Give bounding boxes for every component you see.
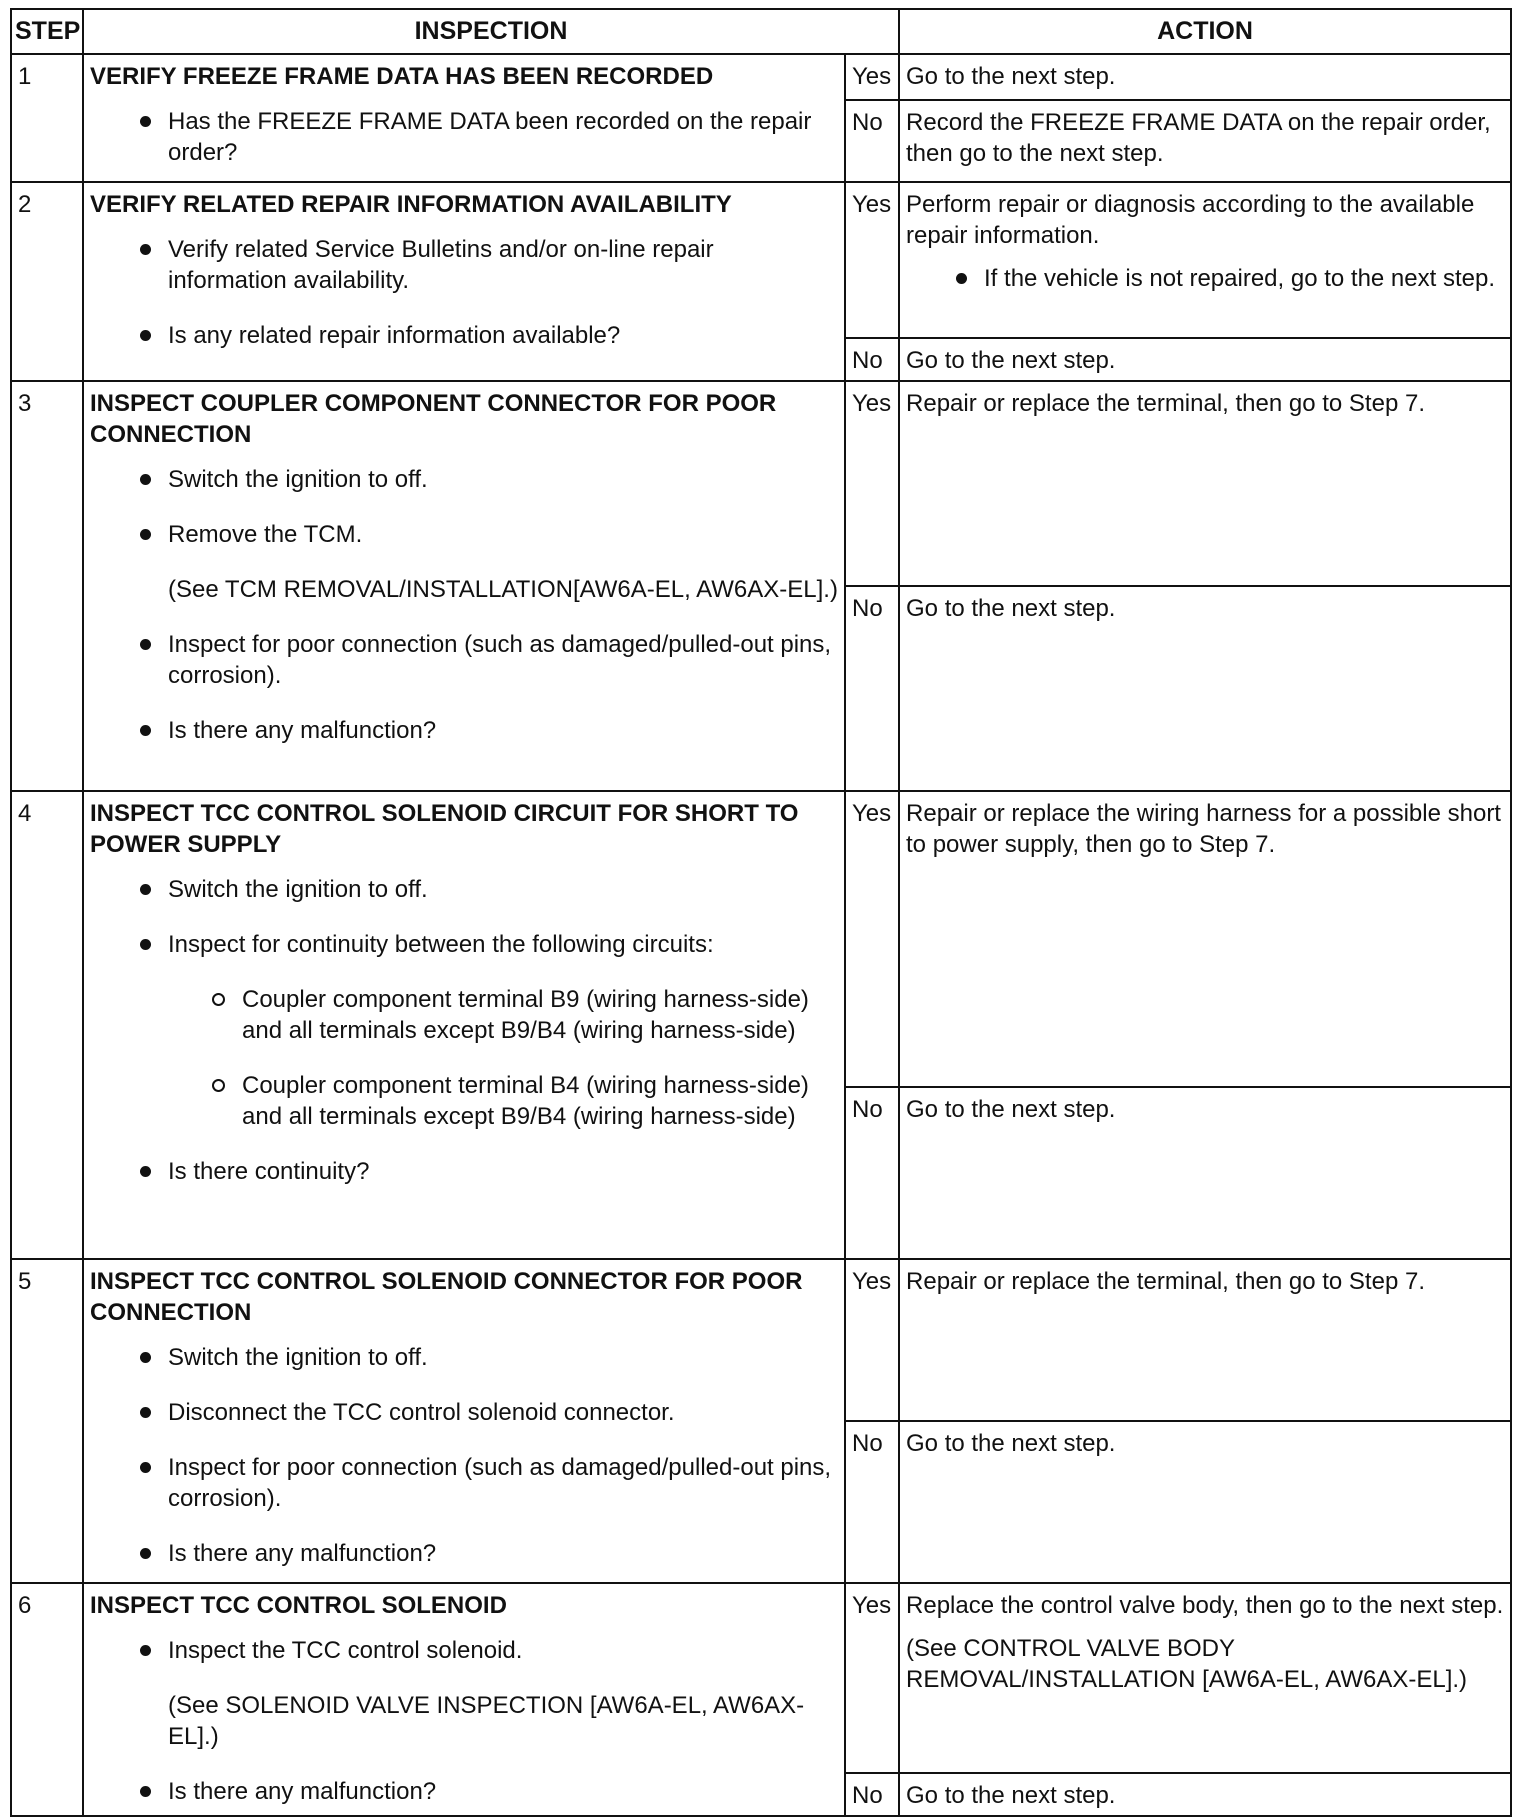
step-6-note: (See SOLENOID VALVE INSPECTION [AW6A-EL, AW6AX-EL].) xyxy=(168,1692,805,1750)
step-4-number: 4 xyxy=(11,791,83,1259)
step-5-item-2: Disconnect the TCC control solenoid connector. xyxy=(168,1397,838,1428)
step-1-no-label: No xyxy=(845,100,899,182)
step-3-no-label: No xyxy=(845,586,899,791)
step-1-inspection xyxy=(83,54,845,182)
step-5-no-label: No xyxy=(845,1421,899,1583)
action-column-header: ACTION xyxy=(899,9,1511,54)
step-4-no-action: Go to the next step. xyxy=(899,1087,1511,1259)
step-2-yes-bullets xyxy=(906,263,1504,294)
step-3-number: 3 xyxy=(11,381,83,791)
step-4-yes-action: Repair or replace the wiring harness for a possible short to power supply, then go to Step 7. xyxy=(899,791,1511,1087)
step-6-item-2: Is there any malfunction? xyxy=(168,1776,838,1807)
step-column-header: STEP xyxy=(11,9,83,54)
step-6-inspection xyxy=(83,1583,845,1816)
step-1-yes-action: Go to the next step. xyxy=(899,54,1511,100)
step-4-title: INSPECT TCC CONTROL SOLENOID CIRCUIT FOR SHORT TO POWER SUPPLY xyxy=(90,800,799,858)
step-6-items xyxy=(90,1635,838,1807)
step-4-yes-row xyxy=(11,791,1511,1087)
step-3-item-2: Remove the TCM. xyxy=(168,519,838,550)
step-1-no-action: Record the FREEZE FRAME DATA on the repair order, then go to the next step. xyxy=(899,100,1511,182)
step-6-yes-row xyxy=(11,1583,1511,1773)
step-3-items xyxy=(90,464,838,746)
step-5-yes-row xyxy=(11,1259,1511,1421)
step-4-subitems xyxy=(168,984,838,1132)
step-3-item-4: Is there any malfunction? xyxy=(168,715,838,746)
step-6-yes-action xyxy=(899,1583,1511,1773)
step-5-title: INSPECT TCC CONTROL SOLENOID CONNECTOR FOR POOR CONNECTION xyxy=(90,1268,803,1326)
step-6-yes-label: Yes xyxy=(845,1583,899,1773)
step-5-yes-action: Repair or replace the terminal, then go to Step 7. xyxy=(899,1259,1511,1421)
step-5-item-3: Inspect for poor connection (such as damaged/pulled-out pins, corrosion). xyxy=(168,1452,838,1514)
step-2-title: VERIFY RELATED REPAIR INFORMATION AVAILABILITY xyxy=(90,191,732,218)
step-5-item-4: Is there any malfunction? xyxy=(168,1538,838,1569)
step-2-items xyxy=(90,234,838,351)
step-6-item-1: Inspect the TCC control solenoid. xyxy=(168,1635,838,1666)
step-3-title: INSPECT COUPLER COMPONENT CONNECTOR FOR POOR CONNECTION xyxy=(90,390,777,448)
step-6-number: 6 xyxy=(11,1583,83,1816)
step-3-item-3: Inspect for poor connection (such as damaged/pulled-out pins, corrosion). xyxy=(168,629,838,691)
step-2-no-label: No xyxy=(845,338,899,381)
header-row xyxy=(11,9,1511,54)
step-2-yes-row xyxy=(11,182,1511,338)
inspection-column-header: INSPECTION xyxy=(83,9,899,54)
step-3-no-action: Go to the next step. xyxy=(899,586,1511,791)
step-1-title: VERIFY FREEZE FRAME DATA HAS BEEN RECORDED xyxy=(90,63,714,90)
step-5-items xyxy=(90,1342,838,1569)
step-2-yes-bullet-1: If the vehicle is not repaired, go to the next step. xyxy=(984,263,1504,294)
step-3-item-1: Switch the ignition to off. xyxy=(168,464,838,495)
step-3-yes-label: Yes xyxy=(845,381,899,586)
step-3-yes-action: Repair or replace the terminal, then go to Step 7. xyxy=(899,381,1511,586)
step-4-item-3: Is there continuity? xyxy=(168,1156,838,1187)
step-6-no-label: No xyxy=(845,1773,899,1816)
step-6-no-action: Go to the next step. xyxy=(899,1773,1511,1816)
step-6-yes-note: (See CONTROL VALVE BODY REMOVAL/INSTALLATION [AW6A-EL, AW6AX-EL].) xyxy=(906,1635,1468,1693)
step-3-note: (See TCM REMOVAL/INSTALLATION[AW6A-EL, AW6AX-EL].) xyxy=(168,576,838,603)
step-6-yes-action-text: Replace the control valve body, then go to the next step. xyxy=(906,1592,1504,1619)
step-1-item-1: Has the FREEZE FRAME DATA been recorded on the repair order? xyxy=(168,106,838,168)
step-6-title: INSPECT TCC CONTROL SOLENOID xyxy=(90,1592,507,1619)
step-1-yes-label: Yes xyxy=(845,54,899,100)
step-2-number: 2 xyxy=(11,182,83,381)
step-4-subitem-1: Coupler component terminal B9 (wiring harness-side) and all terminals except B9/B4 (wiring harness-side) xyxy=(242,984,838,1046)
step-5-number: 5 xyxy=(11,1259,83,1583)
step-5-no-action: Go to the next step. xyxy=(899,1421,1511,1583)
step-2-inspection xyxy=(83,182,845,381)
diagnostic-table xyxy=(10,8,1512,1817)
step-4-no-label: No xyxy=(845,1087,899,1259)
step-4-inspection xyxy=(83,791,845,1259)
step-4-items xyxy=(90,874,838,1187)
step-2-yes-action xyxy=(899,182,1511,338)
step-1-number: 1 xyxy=(11,54,83,182)
step-3-yes-row xyxy=(11,381,1511,586)
step-2-yes-label: Yes xyxy=(845,182,899,338)
step-5-yes-label: Yes xyxy=(845,1259,899,1421)
step-1-yes-row xyxy=(11,54,1511,100)
step-2-no-action: Go to the next step. xyxy=(899,338,1511,381)
step-5-inspection xyxy=(83,1259,845,1583)
step-1-items xyxy=(90,106,838,168)
step-2-item-2: Is any related repair information available? xyxy=(168,320,838,351)
step-2-item-1: Verify related Service Bulletins and/or on-line repair information availability. xyxy=(168,234,838,296)
step-4-yes-label: Yes xyxy=(845,791,899,1087)
step-4-item-2 xyxy=(168,929,838,1132)
step-4-item-2-text: Inspect for continuity between the following circuits: xyxy=(168,931,714,958)
step-5-item-1: Switch the ignition to off. xyxy=(168,1342,838,1373)
step-4-subitem-2: Coupler component terminal B4 (wiring harness-side) and all terminals except B9/B4 (wiring harness-side) xyxy=(242,1070,838,1132)
step-3-inspection xyxy=(83,381,845,791)
step-4-item-1: Switch the ignition to off. xyxy=(168,874,838,905)
step-2-yes-action-text: Perform repair or diagnosis according to the available repair information. xyxy=(906,191,1475,249)
